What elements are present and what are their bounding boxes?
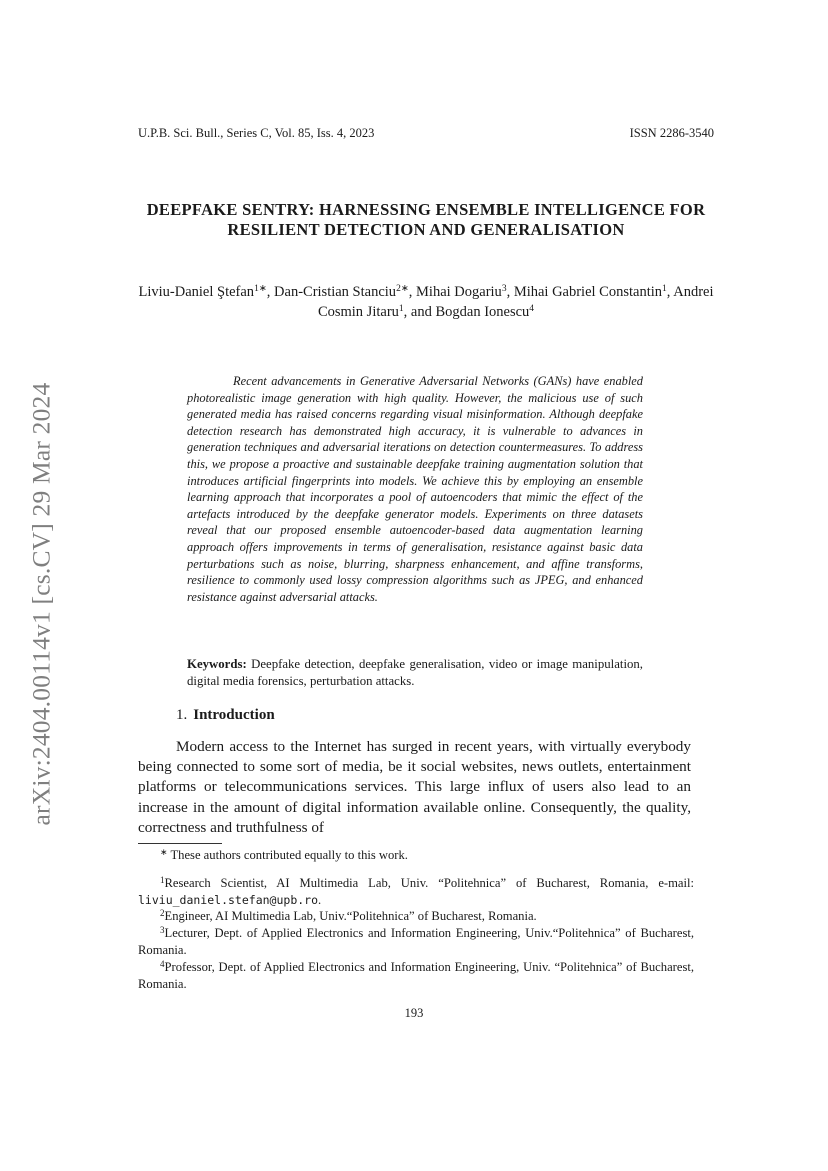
author-list (138, 282, 714, 322)
section-heading (176, 707, 275, 724)
author (274, 284, 416, 300)
author-name: Mihai Dogariu (416, 284, 502, 300)
issn: ISSN 2286-3540 (629, 126, 714, 140)
footnote-mark: 4 (160, 958, 165, 969)
journal-citation: U.P.B. Sci. Bull., Series C, Vol. 85, Iss. 4, 2023 (138, 126, 375, 140)
keywords (187, 656, 643, 690)
footnote-affiliation (138, 908, 694, 925)
footnote-text: Lecturer, Dept. of Applied Electronics and Information Engineering, Univ.“Politehnica” of Bucharest, Romania. (138, 926, 694, 957)
paper-title: DEEPFAKE SENTRY: HARNESSING ENSEMBLE INTELLIGENCE FOR RESILIENT DETECTION AND GENERALISATION (146, 200, 706, 239)
author-separator: , (666, 284, 674, 300)
author-affiliation-mark: 1 (398, 304, 404, 314)
author-email-link[interactable]: liviu_daniel.stefan@upb.ro (138, 892, 319, 907)
keywords-text: Deepfake detection, deepfake generalisation, video or image manipulation, digital media forensics, perturbation attacks. (187, 657, 643, 688)
author-affiliation-mark: 3 (501, 284, 507, 294)
author (514, 284, 673, 300)
author-name: Bogdan Ionescu (435, 304, 530, 320)
page-number: 193 (404, 1006, 424, 1020)
author (435, 304, 534, 320)
author-name: Andrei Cosmin Jitaru (317, 284, 714, 320)
footnote-affiliation (138, 959, 694, 993)
footnote-mark: 1 (160, 874, 165, 885)
section-title: Introduction (193, 707, 275, 723)
running-header (138, 126, 714, 141)
arxiv-identifier: arXiv:2404.00114v1 [cs.CV] 29 Mar 2024 (26, 382, 55, 826)
section-number: 1. (176, 707, 188, 723)
footnote-text: Professor, Dept. of Applied Electronics and Information Engineering, Univ. “Politehnica” of Bucharest, Romania. (138, 959, 694, 991)
footnote-text: Engineer, AI Multimedia Lab, Univ.“Politehnica” of Bucharest, Romania. (164, 909, 537, 924)
author-affiliation-mark: 4 (529, 304, 535, 314)
footnote-mark: 3 (160, 925, 165, 936)
author-affiliation-mark: 1 (662, 284, 667, 294)
author-separator: , (506, 284, 514, 300)
footnote-divider (138, 843, 222, 844)
arxiv-stamp (24, 358, 58, 850)
footnote-text: These authors contributed equally to this work. (170, 848, 408, 862)
author (139, 284, 275, 300)
footnote-text: Research Scientist, AI Multimedia Lab, Univ. “Politehnica” of Bucharest, Romania, e-mail: (164, 875, 694, 890)
author-name: Dan-Cristian Stanciu (274, 284, 397, 300)
footnote-mark: ∗ (160, 847, 168, 857)
intro-paragraph: Modern access to the Internet has surged in recent years, with virtually everybody being connected to some sort of media, be it social websites, news outlets, entertainment platforms or telecommunications services. This large influx of users also lead to an increase in the amount of digital information available online. Consequently, the quality, correctness and truthfulness of (138, 738, 691, 836)
author-name: Liviu-Daniel Ştefan (138, 284, 255, 300)
footnotes (138, 847, 694, 992)
author (416, 284, 514, 300)
author-affiliation-mark: 2∗ (396, 284, 409, 294)
keywords-label: Keywords: (187, 657, 247, 671)
abstract: Recent advancements in Generative Adversarial Networks (GANs) have enabled photorealistic image generation with high quality. However, the malicious use of such generated media has raised concerns regarding visual misinformation. Although deepfake detection research has demonstrated high accuracy, it is vulnerable to advances in generation techniques and adversarial iterations on detection countermeasures. To address this, we propose a proactive and sustainable deepfake training augmentation solution that introduces artificial fingerprints into models. We achieve this by employing an ensemble learning approach that incorporates a pool of autoencoders that mimic the effect of the artefacts introduced by the deepfake generator models. Experiments on three datasets reveal that our proposed ensemble autoencoder-based data augmentation learning approach offers improvements in terms of generalisation, resistance against basic data perturbations such as noise, blurring, sharpness enhancement, and affine transforms, resilience to commonly used lossy compression algorithms such as JPEG, and enhanced resistance against adversarial attacks. (187, 374, 643, 604)
footnote-equal-contribution (138, 847, 694, 864)
author-separator: , (408, 284, 417, 300)
footnote-affiliation (138, 875, 694, 909)
footnote-affiliation (138, 925, 694, 959)
footnote-text-end: . (318, 892, 322, 907)
author-separator: , (266, 284, 275, 300)
author-affiliation-mark: 1∗ (254, 284, 267, 294)
author-separator: , and (403, 304, 436, 320)
footnote-mark: 2 (160, 908, 165, 919)
author-name: Mihai Gabriel Constantin (513, 284, 663, 300)
